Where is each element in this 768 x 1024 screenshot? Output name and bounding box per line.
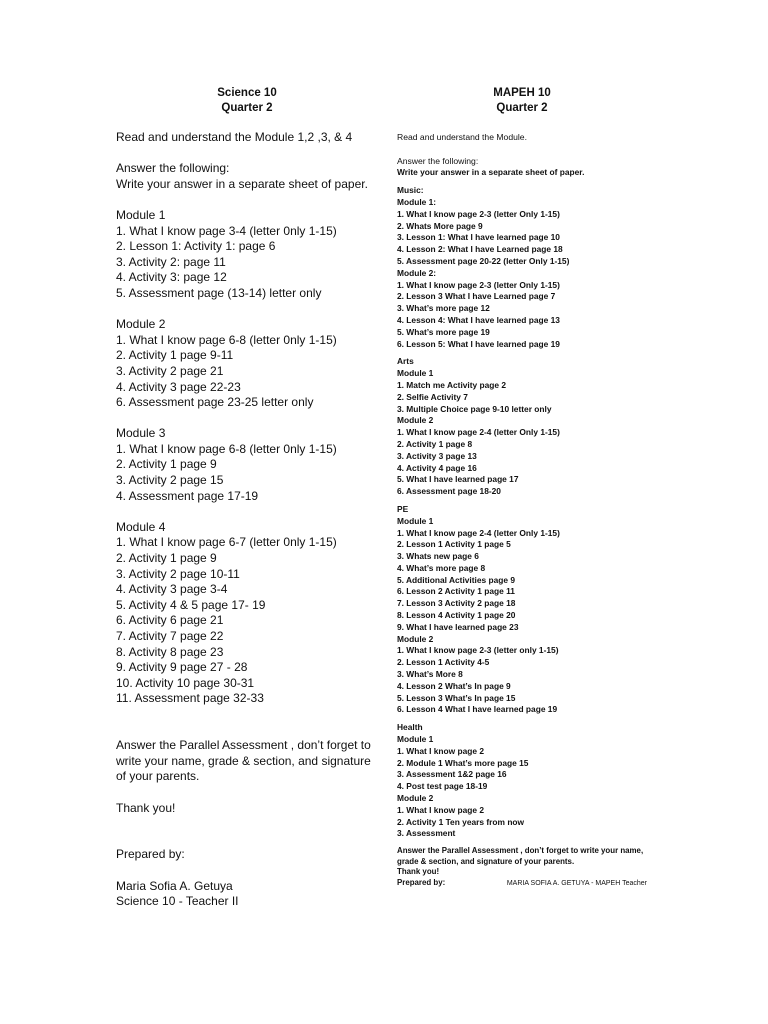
mapeh-column [397, 86, 647, 890]
list-item: 1. Match me Activity page 2 [397, 379, 507, 390]
list-item: 1. What I know page 2-3 (letter only 1-15) [397, 645, 559, 656]
list-item: 6. Assessment page 18-20 [397, 486, 501, 497]
list-item: 1. What I know page 2-3 (letter Only 1-15) [397, 279, 560, 290]
science-module-1 [116, 208, 378, 302]
list-item: 4. Activity 4 page 16 [397, 462, 477, 473]
mapeh-closing: Answer the Parallel Assessment , don’t forget to write your name, grade & section, and signature of your parents. [397, 846, 644, 866]
list-item: 1. What I know page 6-7 (letter 0nly 1-15) [116, 535, 337, 550]
list-item: 2. Lesson 1 Activity 1 page 5 [397, 539, 511, 550]
list-item: 1. What I know page 2-4 (letter Only 1-15) [397, 527, 560, 538]
list-item: 8. Lesson 4 Activity 1 page 20 [397, 610, 516, 621]
science-column [116, 86, 378, 910]
list-item: 4. Lesson 2 What’s In page 9 [397, 680, 511, 691]
list-item: 3. What’s more page 12 [397, 303, 490, 314]
list-item: 11. Assessment page 32-33 [116, 691, 264, 706]
module-heading: Module 1: [397, 196, 437, 207]
list-item: 5. Assessment page 20-22 (letter Only 1-15) [397, 255, 570, 266]
list-item: 3. Whats new page 6 [397, 551, 479, 562]
mapeh-prepared-by: Prepared by: [397, 878, 446, 887]
mapeh-answer-header: Answer the following: [397, 155, 479, 166]
list-item: 3. Lesson 1: What I have learned page 10 [397, 232, 560, 243]
module-heading: Module 2 [397, 793, 434, 804]
science-answer-instruction: Write your answer in a separate sheet of paper. [116, 176, 368, 191]
list-item: 5. What I have learned page 17 [397, 474, 519, 485]
health-section [397, 722, 647, 840]
list-item: 3. Activity 2 page 15 [116, 473, 224, 488]
list-item: 2. Whats More page 9 [397, 220, 483, 231]
list-item: 2. Module 1 What’s more page 15 [397, 757, 529, 768]
list-item: 3. Activity 2 page 10-11 [116, 566, 240, 581]
list-item: 2. Activity 1 page 9 [116, 457, 217, 472]
list-item: 7. Activity 7 page 22 [116, 629, 224, 643]
module-heading: Module 1 [116, 207, 166, 222]
music-section [397, 185, 647, 350]
list-item: 5. Additional Activities page 9 [397, 574, 516, 585]
list-item: 8. Activity 8 page 23 [116, 644, 224, 659]
list-item: 5. Assessment page (13-14) letter only [116, 285, 322, 300]
module-heading: Module 2 [397, 633, 434, 644]
science-module-4 [116, 520, 378, 707]
list-item: 4. Activity 3 page 22-23 [116, 379, 241, 394]
list-item: 2. Lesson 3 What I have Learned page 7 [397, 291, 556, 302]
science-title: Science 10 [217, 87, 277, 99]
science-header [116, 86, 378, 116]
list-item: 7. Lesson 3 Activity 2 page 18 [397, 598, 516, 609]
list-item: 4. Assessment page 17-19 [116, 488, 259, 503]
mapeh-title: MAPEH 10 [493, 87, 551, 99]
list-item: 1. What I know page 2 [397, 745, 485, 756]
mapeh-signature: MARIA SOFIA A. GETUYA - MAPEH Teacher [506, 880, 647, 887]
list-item: 6. Assessment page 23-25 letter only [116, 395, 314, 410]
list-item: 2. Selfie Activity 7 [397, 391, 468, 402]
list-item: 5. What’s more page 19 [397, 326, 490, 337]
science-teacher-position: Science 10 - Teacher II [116, 894, 239, 909]
mapeh-thanks: Thank you! [397, 867, 440, 877]
list-item: 4. Post test page 18-19 [397, 781, 488, 792]
science-prepared-by: Prepared by: [116, 847, 185, 862]
list-item: 5. Lesson 3 What’s In page 15 [397, 692, 516, 703]
module-heading: Module 1 [397, 734, 434, 745]
list-item: 1. What I know page 2-3 (letter Only 1-15) [397, 208, 560, 219]
list-item: 2. Activity 1 page 8 [397, 438, 473, 449]
list-item: 6. Activity 6 page 21 [116, 613, 224, 628]
science-thanks: Thank you! [116, 800, 176, 815]
section-heading: Arts [397, 356, 414, 367]
list-item: 6. Lesson 2 Activity 1 page 11 [397, 586, 515, 597]
list-item: 6. Lesson 4 What I have learned page 19 [397, 704, 558, 715]
module-heading: Module 2 [397, 415, 434, 426]
mapeh-quarter: Quarter 2 [496, 102, 548, 114]
list-item: 10. Activity 10 page 30-31 [116, 675, 255, 690]
list-item: 4. Lesson 4: What I have learned page 13 [397, 314, 560, 325]
mapeh-prepared-row [397, 878, 647, 890]
module-heading: Module 1 [397, 515, 434, 526]
list-item: 1. What I know page 2-4 (letter Only 1-15) [397, 427, 560, 438]
list-item: 1. What I know page 2 [397, 804, 485, 815]
list-item: 9. What I have learned page 23 [397, 621, 519, 632]
science-quarter: Quarter 2 [221, 102, 273, 114]
section-heading: Music: [397, 185, 424, 196]
module-heading: Module 1 [397, 368, 434, 379]
mapeh-header [397, 86, 647, 116]
science-module-3 [116, 426, 378, 504]
list-item: 2. Lesson 1: Activity 1: page 6 [116, 239, 276, 254]
list-item: 2. Activity 1 page 9-11 [116, 348, 234, 363]
arts-section [397, 356, 647, 498]
list-item: 4. Activity 3: page 12 [116, 270, 227, 285]
module-heading: Module 4 [116, 519, 166, 534]
list-item: 3. What’s More 8 [397, 669, 463, 680]
list-item: 4. Activity 3 page 3-4 [116, 582, 228, 597]
science-answer-header: Answer the following: [116, 161, 230, 176]
list-item: 4. What’s more page 8 [397, 562, 486, 573]
list-item: 6. Lesson 5: What I have learned page 19 [397, 338, 560, 349]
list-item: 3. Multiple Choice page 9-10 letter only [397, 403, 552, 414]
mapeh-intro: Read and understand the Module. [397, 132, 527, 142]
list-item: 9. Activity 9 page 27 - 28 [116, 660, 248, 675]
list-item: 2. Activity 1 page 9 [116, 551, 217, 566]
list-item: 1. What I know page 6-8 (letter 0nly 1-15) [116, 332, 337, 347]
mapeh-answer-instruction: Write your answer in a separate sheet of paper. [397, 167, 585, 178]
list-item: 3. Assessment 1&2 page 16 [397, 769, 507, 780]
list-item: 3. Assessment [397, 828, 456, 839]
list-item: 1. What I know page 3-4 (letter 0nly 1-15) [116, 223, 337, 238]
science-module-2 [116, 317, 378, 411]
list-item: 1. What I know page 6-8 (letter 0nly 1-15) [116, 441, 337, 456]
list-item: 3. Activity 2: page 11 [116, 254, 226, 269]
science-intro: Read and understand the Module 1,2 ,3, & 4 [116, 130, 353, 144]
science-teacher-name: Maria Sofia A. Getuya [116, 878, 233, 893]
section-heading: Health [397, 722, 423, 733]
list-item: 2. Activity 1 Ten years from now [397, 816, 525, 827]
list-item: 3. Activity 3 page 13 [397, 450, 477, 461]
list-item: 5. Activity 4 & 5 page 17- 19 [116, 597, 266, 612]
module-heading: Module 2: [397, 267, 437, 278]
list-item: 2. Lesson 1 Activity 4-5 [397, 657, 490, 668]
list-item: 3. Activity 2 page 21 [116, 363, 224, 378]
science-closing: Answer the Parallel Assessment , don’t forget to write your name, grade & section, and signature of your parents. [116, 738, 371, 784]
module-heading: Module 3 [116, 426, 166, 441]
pe-section [397, 504, 647, 716]
module-heading: Module 2 [116, 317, 166, 332]
section-heading: PE [397, 503, 409, 514]
list-item: 4. Lesson 2: What I have Learned page 18 [397, 244, 563, 255]
